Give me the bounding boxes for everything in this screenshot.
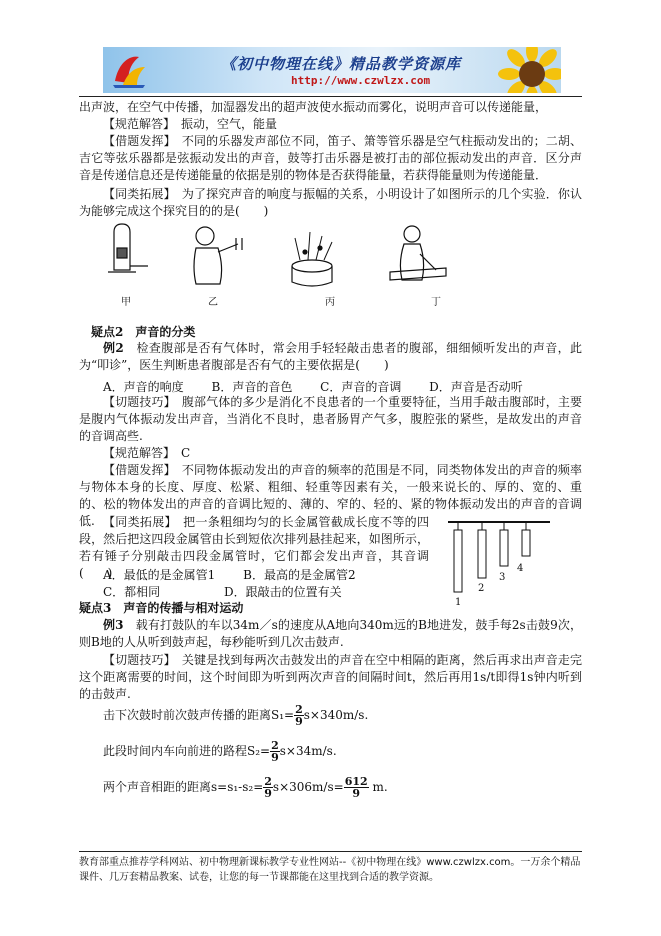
frac-den: 9 — [295, 715, 303, 728]
extension-2-text: 把一条粗细均匀的长金属管截成长度不等的四段，然后把这四段金属管由长到短依次排列悬挂起来，如图所示，若有锤子分别敲击四段金属管时，它们都会发出声音，其音调( ) — [79, 515, 429, 580]
calc3-middle: s×306m/s= — [272, 780, 344, 794]
tag-technique-3: 【切题技巧】 — [103, 653, 170, 667]
header-title: 《初中物理在线》精品教学资源库 — [221, 55, 462, 73]
frac-num: 2 — [295, 703, 303, 716]
figure-label-ding: 丁 — [431, 297, 441, 308]
frac-den: 9 — [352, 787, 360, 800]
example-3-text: 载有打鼓队的车以34m／s的速度从A地向340m远的B地进发，鼓手每2s击鼓9次，则B地的人从听到鼓声起，每秒能听到几次击鼓声. — [79, 618, 582, 649]
calc-line-3 — [103, 776, 388, 799]
calc1-prefix: 击下次鼓时前次鼓声传播的距离 — [103, 708, 272, 722]
tag-extension-2: 【同类拓展】 — [103, 515, 171, 529]
paragraph-answer-2 — [79, 445, 582, 462]
tube-label-2: 2 — [478, 583, 485, 594]
answer-2-text: C — [181, 446, 191, 460]
option-c-2: C．都相同 — [103, 585, 161, 599]
option-a: A．声音的响度 — [103, 380, 184, 394]
example-2-text: 检查腹部是否有气体时，常会用手轻轻敲击患者的腹部，细细倾听发出的声音，此为“叩诊”，医生判断患者腹部是否有气的主要依据是( ) — [79, 341, 582, 372]
calc1-suffix: s×340m/s. — [303, 708, 369, 722]
tag-standard-answer-2: 【规范解答】 — [103, 446, 170, 460]
frac-num: 2 — [271, 739, 279, 752]
tube-label-4: 4 — [517, 563, 524, 574]
calc-line-1 — [103, 704, 368, 727]
fraction-2-9-c — [263, 776, 273, 799]
frac-num: 2 — [264, 775, 272, 788]
technique-2-text: 腹部气体的多少是消化不良患者的一个重要特征，当用手敲击腹部时，主要是腹内气体振动发出声音，当消化不良时，患者肠胃产气多，腹腔张的紧些，是故发出的声音的音调高些. — [79, 395, 582, 443]
section-title-3: 疑点3 声音的传播与相对运动 — [79, 601, 244, 615]
discussion-2-text: 不同物体振动发出的声音的频率的范围是不同，同类物体发出的声音的频率与物体本身的长度、厚度、松紧、粗细、轻重等因素有关，一般来说长的、厚的、宽的、重的、松的物体发出的声音的音调比短的、薄的、窄的、轻的、紧的物体振动发出的声音的音调低. — [79, 463, 582, 528]
figure-label-jia: 甲 — [121, 297, 131, 308]
option-c: C．声音的音调 — [320, 380, 402, 394]
option-b-2: B．最高的是金属管2 — [243, 568, 356, 582]
example-2-tag: 例2 — [103, 341, 124, 355]
tag-discussion-2: 【借题发挥】 — [103, 463, 170, 477]
figure-label-yi: 乙 — [208, 297, 218, 308]
metal-tubes-figure — [446, 516, 552, 608]
extension-2-options-row2 — [103, 583, 342, 600]
discussion-text: 不同的乐器发声部位不同，笛子、箫等管乐器是空气柱振动发出的；二胡、吉它等弦乐器都是弦振动发出的声音，鼓等打击乐器是被打击的部位振动发出的声音．区分声音是传递信息还是传递能量的依据是别的物体是否获得能量，若获得能量则为传递能量． — [79, 134, 582, 182]
bell-jar-figure — [108, 222, 148, 272]
paragraph-technique-3 — [79, 652, 582, 703]
tube-label-1: 1 — [455, 597, 462, 608]
frac-num: 612 — [344, 775, 368, 788]
tag-technique: 【切题技巧】 — [103, 395, 170, 409]
example-3 — [79, 617, 582, 651]
paragraph-discussion — [79, 133, 582, 184]
option-b: B．声音的音色 — [211, 380, 293, 394]
technique-3-text: 关键是找到每两次击鼓发出的声音在空中相隔的距离，然后再求出声音走完这个距离需要的时间，这个时间即为听到两次声音的间隔时间t，然后再用1s/t即得1s钟内听到的击鼓声. — [79, 653, 582, 701]
tag-standard-answer: 【规范解答】 — [103, 117, 170, 131]
extension-text: 为了探究声音的响度与振幅的关系，小明设计了如图所示的几个实验．你认为能够完成这个探究目的的是( ) — [79, 187, 582, 218]
ruler-person-figure — [390, 226, 446, 280]
section-title-2: 疑点2 声音的分类 — [91, 325, 196, 339]
paragraph-extension-1 — [79, 186, 582, 220]
example-2-options — [103, 378, 523, 395]
fraction-2-9-b — [270, 740, 280, 763]
calc2-suffix: s×34m/s. — [279, 744, 337, 758]
frac-den: 9 — [264, 787, 272, 800]
answer-text: 振动，空气，能量 — [181, 117, 278, 131]
tube-label-3: 3 — [499, 572, 506, 583]
extension-2-options-row1 — [103, 566, 356, 583]
header-banner — [103, 47, 561, 93]
fraction-2-9-a — [294, 704, 304, 727]
calc-line-2 — [103, 740, 337, 763]
example-2 — [79, 340, 582, 374]
footer-text: 教育部重点推荐学科网站、初中物理新课标教学专业性网站--《初中物理在线》www.czwlzx.com。一万余个精品课件、几万套精品教案、试卷，让您的每一节课都能在这里找到合适的教学资源。 — [79, 857, 581, 883]
frac-den: 9 — [271, 751, 279, 764]
logo-icon — [109, 51, 149, 89]
paragraph-standard-answer — [79, 116, 582, 133]
fraction-612-9 — [344, 776, 369, 799]
figure-label-bing: 丙 — [325, 297, 335, 308]
calc1-var: S₁= — [271, 708, 295, 722]
option-d-2: D．跟敲击的位置有关 — [224, 585, 342, 599]
calc3-suffix: m. — [372, 780, 388, 794]
option-d: D．声音是否动听 — [429, 380, 523, 394]
header-url[interactable]: http://www.czwlzx.com — [291, 74, 431, 87]
sunflower-icon — [497, 47, 561, 93]
calc3-prefix: 两个声音相距的距离s=s₁-s₂= — [103, 780, 264, 794]
paragraph-technique-2 — [79, 394, 582, 445]
tuning-fork-person-figure — [194, 227, 242, 284]
tag-extension: 【同类拓展】 — [103, 187, 170, 201]
calc2-prefix: 此段时间内车向前进的路程 — [103, 744, 248, 758]
option-a-2: A．最低的是金属管1 — [103, 568, 216, 582]
experiment-figures — [100, 222, 460, 292]
tag-discussion: 【借题发挥】 — [103, 134, 170, 148]
footer-rule — [79, 851, 582, 852]
example-3-tag: 例3 — [103, 618, 124, 632]
drum-figure — [292, 232, 332, 286]
paragraph-l1: 出声波，在空气中传播，加湿器发出的超声波使水振动而雾化，说明声音可以传递能量， — [79, 100, 548, 114]
header-rule — [79, 96, 582, 97]
calc2-var: S₂= — [247, 744, 271, 758]
